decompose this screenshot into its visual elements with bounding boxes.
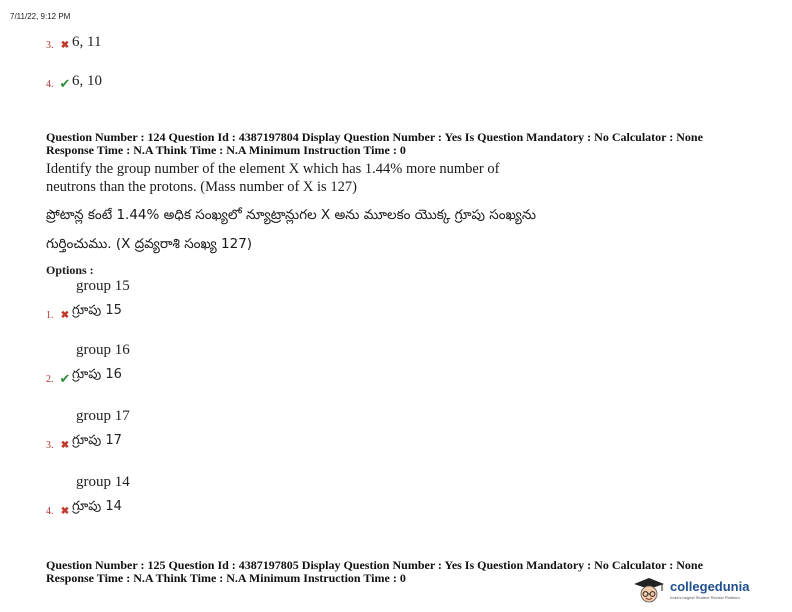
question-text-english-line1: Identify the group number of the element X which has 1.44% more number of (46, 161, 500, 177)
option-1-telugu: గ్రూపు 15 (72, 303, 122, 318)
option-4-telugu: గ్రూపు 14 (72, 499, 122, 514)
option-4 (46, 499, 122, 517)
graduate-mascot-icon (632, 576, 666, 604)
option-1 (46, 303, 122, 321)
option-number: 3. (46, 440, 54, 451)
next-question-meta-line1: Question Number : 125 Question Id : 4387197805 Display Question Number : Yes Is Question Mandatory : No Calculator : None (46, 558, 703, 572)
prev-option-4 (46, 73, 102, 90)
logo-tagline: India's largest Student Review Platform (670, 595, 740, 600)
wrong-icon: ✖ (60, 310, 70, 321)
wrong-icon: ✖ (60, 440, 70, 451)
option-number: 4. (46, 79, 54, 90)
option-text: 6, 11 (72, 34, 102, 50)
question-text-telugu-line1: ప్రోటాన్ల కంటే 1.44% అధిక సంఖ్యలో న్యూట్రాన్లుగల X అను మూలకం యొక్క గ్రూపు సంఖ్యను (46, 207, 537, 223)
wrong-icon: ✖ (60, 506, 70, 517)
option-2-telugu: గ్రూపు 16 (72, 367, 122, 382)
prev-option-3 (46, 34, 101, 51)
question-text-telugu-line2: గుర్తించుము. (X ద్రవ్యరాశి సంఖ్య 127) (46, 236, 253, 252)
print-timestamp: 7/11/22, 9:12 PM (10, 12, 71, 21)
question-meta-line1: Question Number : 124 Question Id : 4387197804 Display Question Number : Yes Is Question Mandatory : No Calculator : None (46, 130, 703, 144)
option-text: 6, 10 (72, 73, 102, 89)
option-2-english: group 16 (76, 342, 130, 358)
question-meta-line2: Response Time : N.A Think Time : N.A Minimum Instruction Time : 0 (46, 143, 406, 157)
option-number: 1. (46, 310, 54, 321)
wrong-icon: ✖ (60, 40, 70, 51)
option-3-telugu: గ్రూపు 17 (72, 433, 122, 448)
option-1-english: group 15 (76, 278, 130, 294)
option-2 (46, 367, 122, 385)
question-text-english-line2: neutrons than the protons. (Mass number of X is 127) (46, 179, 357, 195)
option-4-english: group 14 (76, 474, 130, 490)
option-number: 3. (46, 40, 54, 51)
collegedunia-logo (632, 576, 749, 604)
correct-check-icon: ✔ (59, 76, 71, 91)
option-number: 4. (46, 506, 54, 517)
option-number: 2. (46, 374, 54, 385)
next-question-meta-line2: Response Time : N.A Think Time : N.A Minimum Instruction Time : 0 (46, 571, 406, 585)
options-label: Options : (46, 263, 94, 277)
correct-check-icon: ✔ (59, 371, 71, 386)
option-3 (46, 433, 122, 451)
option-3-english: group 17 (76, 408, 130, 424)
logo-name: collegedunia (670, 579, 750, 594)
